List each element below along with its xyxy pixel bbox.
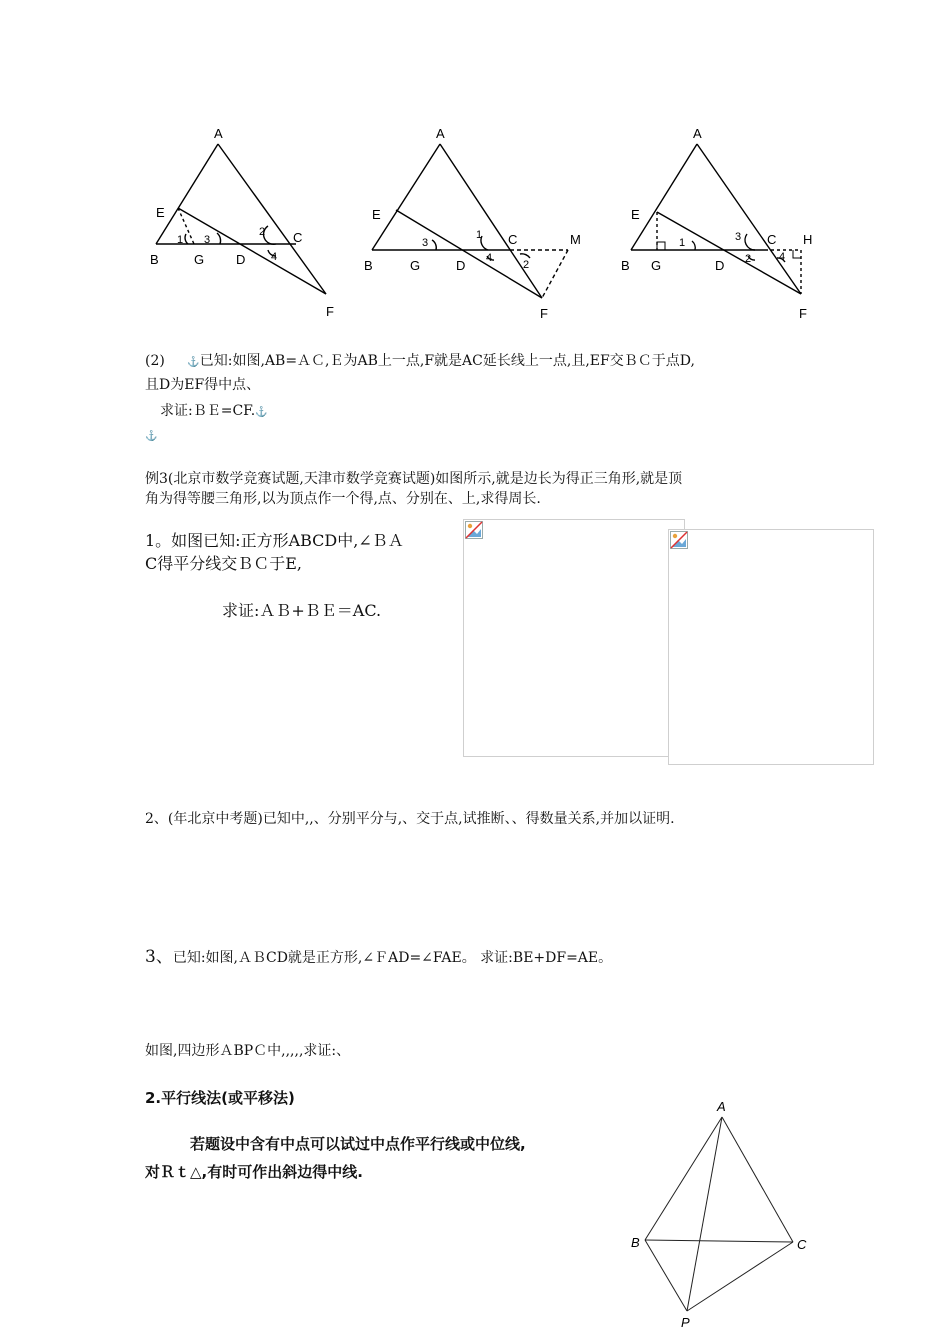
exercise-3: 3、已知:如图,ＡＢCD就是正方形,∠ＦAD=∠FAE。 求证:BE+DF=AE。 <box>145 947 613 967</box>
angle-3: 3 <box>422 237 429 249</box>
angle-2: 2 <box>259 226 266 238</box>
anchor-icon: ⚓ <box>145 431 158 442</box>
label-M: M <box>570 232 581 247</box>
angle-4: 4 <box>779 251 786 263</box>
label-A: A <box>693 126 702 141</box>
label-E: E <box>631 207 640 222</box>
quadrilateral-problem: 如图,四边形ＡBPＣ中,,,,,求证:、 <box>145 1043 351 1059</box>
label-B: B <box>364 258 373 273</box>
figure-quadrilateral <box>625 1095 820 1335</box>
section-text-line1: 若题设中含有中点可以试过中点作平行线或中位线, <box>190 1135 526 1153</box>
angle-3: 3 <box>735 231 742 243</box>
label-F: F <box>799 306 807 321</box>
angle-2: 2 <box>523 259 530 271</box>
figure-1 <box>140 122 350 327</box>
problem-2-line1: (2) ⚓已知:如图,AB=ＡＣ,Ｅ为AB上一点,F就是AC延长线上一点,且,EF交ＢＣ于点D, <box>145 353 695 369</box>
broken-image-icon <box>670 531 688 549</box>
label-F: F <box>326 304 334 319</box>
label-P: P <box>681 1315 690 1330</box>
label-C: C <box>767 232 777 247</box>
label-G: G <box>651 258 662 273</box>
label-B: B <box>621 258 630 273</box>
section-heading: 2.平行线法(或平移法) <box>145 1089 295 1107</box>
label-C: C <box>508 232 518 247</box>
broken-image-icon <box>465 521 483 539</box>
label-C: C <box>293 230 303 245</box>
angle-1: 1 <box>679 237 686 249</box>
label-H: H <box>803 232 813 247</box>
problem-2-line3: 求证:ＢＥ=CF.⚓ <box>160 403 268 419</box>
example-3-line1: 例3(北京市数学竞赛试题,天津市数学竞赛试题)如图所示,就是边长为得正三角形,就是顶 <box>145 471 683 487</box>
figure-2 <box>360 122 600 327</box>
angle-1: 1 <box>177 234 184 246</box>
angle-1: 1 <box>476 229 483 241</box>
label-A: A <box>717 1099 726 1114</box>
label-E: E <box>372 207 381 222</box>
anchor-icon: ⚓ <box>187 357 200 368</box>
label-A: A <box>436 126 445 141</box>
label-E: E <box>156 205 165 220</box>
broken-image-2 <box>668 529 874 765</box>
label-G: G <box>410 258 421 273</box>
angle-4: 4 <box>486 252 493 264</box>
label-F: F <box>540 306 548 321</box>
broken-image-1 <box>463 519 685 757</box>
anchor-icon: ⚓ <box>255 407 268 418</box>
angle-3: 3 <box>204 234 211 246</box>
problem-2-line2: 且D为EF得中点、 <box>145 377 261 393</box>
section-text-line2: 对Ｒｔ△,有时可作出斜边得中线. <box>145 1163 363 1181</box>
problem-number: (2) <box>145 353 165 369</box>
label-A: A <box>214 126 223 141</box>
example-3-line2: 角为得等腰三角形,以为顶点作一个得,点、分别在、上,求得周长. <box>145 491 541 507</box>
label-D: D <box>236 252 246 267</box>
label-B: B <box>150 252 159 267</box>
label-D: D <box>456 258 466 273</box>
exercise-1-line2: C得平分线交ＢＣ于E, <box>145 554 303 573</box>
label-D: D <box>715 258 725 273</box>
exercise-1-line3: 求证:ＡＢ+ＢＥ＝AC. <box>222 601 382 620</box>
exercise-1-line1: 1。如图已知:正方形ABCD中,∠ＢＡ <box>145 531 404 550</box>
label-B: B <box>631 1235 640 1250</box>
label-C: C <box>797 1237 807 1252</box>
angle-4: 4 <box>271 251 278 263</box>
exercise-2: 2、(年北京中考题)已知中,,、分别平分与,、交于点,试推断、、得数量关系,并加以证明. <box>145 811 675 827</box>
figure-3 <box>615 122 840 327</box>
angle-2: 2 <box>745 253 752 265</box>
label-G: G <box>194 252 205 267</box>
